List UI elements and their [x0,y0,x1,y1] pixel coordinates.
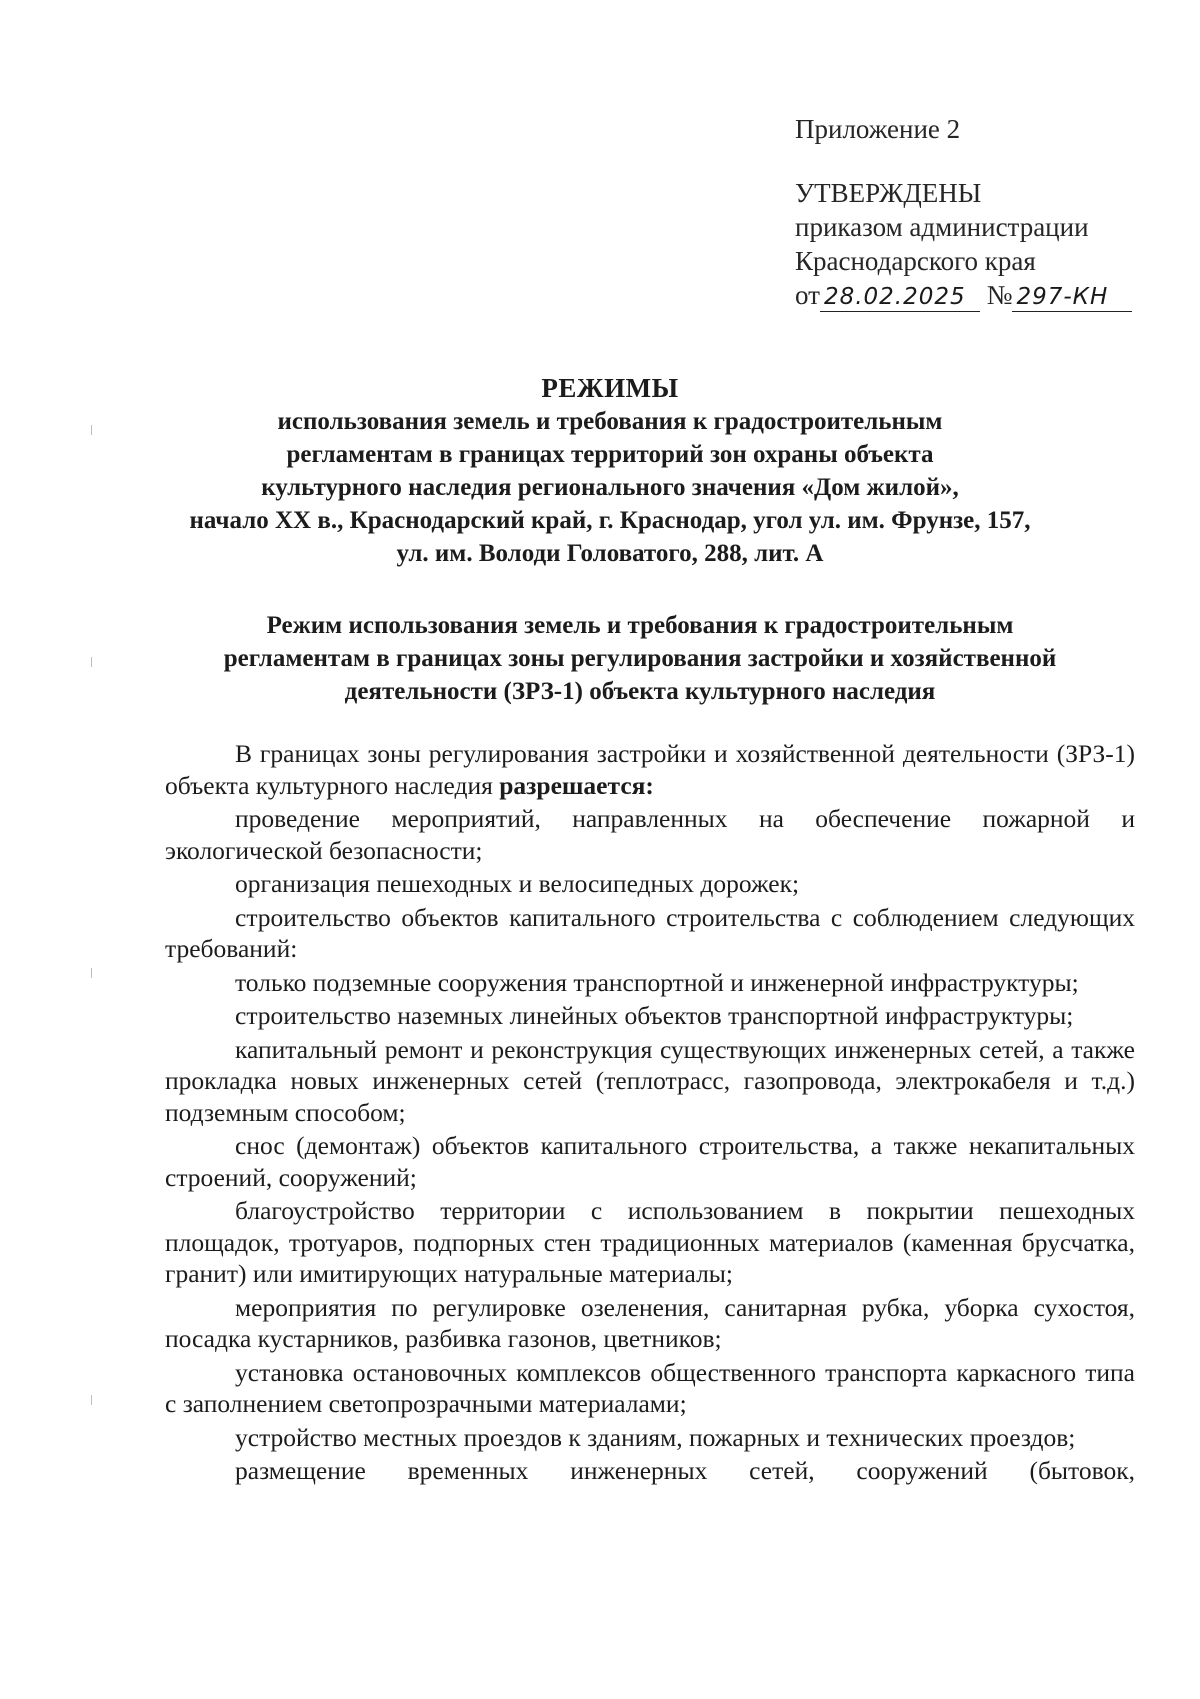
title-line: ул. им. Володи Головатого, 288, лит. А [396,540,824,567]
section-heading-line: деятельности (ЗРЗ-1) объекта культурного наследия [344,678,936,705]
scan-margin-mark [91,1395,92,1405]
title-line: использования земель и требования к градостроительным [277,408,943,435]
list-item: установка остановочных комплексов общественного транспорта каркасного типа с заполнением светопрозрачными материалами; [165,1357,1135,1418]
list-item: организация пешеходных и велосипедных дорожек; [235,869,800,898]
date-prefix: от [795,280,820,310]
appendix-label: Приложение 2 [795,114,961,144]
scan-margin-mark [91,657,92,667]
title-line: культурного наследия регионального значения «Дом жилой», [261,474,959,501]
document-title [150,372,1070,570]
handwritten-date: 28.02.2025 [820,283,980,312]
list-item: проведение мероприятий, направленных на обеспечение пожарной и экологической безопасности; [165,804,1135,865]
intro-paragraph [165,738,1135,801]
list-item: только подземные сооружения транспортной и инженерной инфраструктуры; [235,967,1079,997]
section-heading-line: Режим использования земель и требования к градостроительным [266,612,1014,639]
scan-margin-mark [91,425,92,435]
order-date-number-line [795,278,1132,312]
body-text [165,738,1135,1489]
list-item: снос (демонтаж) объектов капитального строительства, а также некапитальных строений, сооружений; [165,1131,1135,1192]
number-prefix: № [986,280,1013,310]
approved-by-line-2: Краснодарского края [795,246,1036,276]
list-item: устройство местных проездов к зданиям, пожарных и технических проездов; [235,1422,1076,1452]
approved-label: УТВЕРЖДЕНЫ [795,178,982,208]
section-heading-line: регламентам в границах зоны регулирования застройки и хозяйственной [223,645,1057,672]
title-line: регламентам в границах территорий зон охраны объекта [286,441,934,468]
list-item: размещение временных инженерных сетей, сооружений (бытовок, [235,1456,1135,1485]
title-line: начало XX в., Краснодарский край, г. Краснодар, угол ул. им. Фрунзе, 157, [189,507,1031,534]
handwritten-order-number: 297-КН [1012,283,1132,312]
intro-text: В границах зоны регулирования застройки и хозяйственной деятельности (ЗРЗ-1) объекта культурного наследия [165,739,1135,800]
section-heading [150,609,1130,708]
list-item: мероприятия по регулировке озеленения, санитарная рубка, уборка сухостоя, посадка кустарников, разбивка газонов, цветников; [165,1292,1135,1353]
list-item: строительство наземных линейных объектов транспортной инфраструктуры; [235,1001,1074,1030]
list-item: строительство объектов капитального строительства с соблюдением следующих требований: [165,902,1135,963]
main-title: РЕЖИМЫ [541,373,679,403]
approved-by-line-1: приказом администрации [795,212,1089,242]
list-item: капитальный ремонт и реконструкция существующих инженерных сетей, а также прокладка новых инженерных сетей (теплотрасс, газопровода, электрокабеля и т.д.) подземным способом; [165,1034,1135,1127]
approval-block [795,112,1132,312]
list-item: благоустройство территории с использованием в покрытии пешеходных площадок, тротуаров, подпорных стен традиционных материалов (каменная брусчатка, гранит) или имитирующих натуральные материалы; [165,1196,1135,1288]
scan-margin-mark [91,968,92,978]
intro-bold-text: разрешается: [499,770,654,800]
